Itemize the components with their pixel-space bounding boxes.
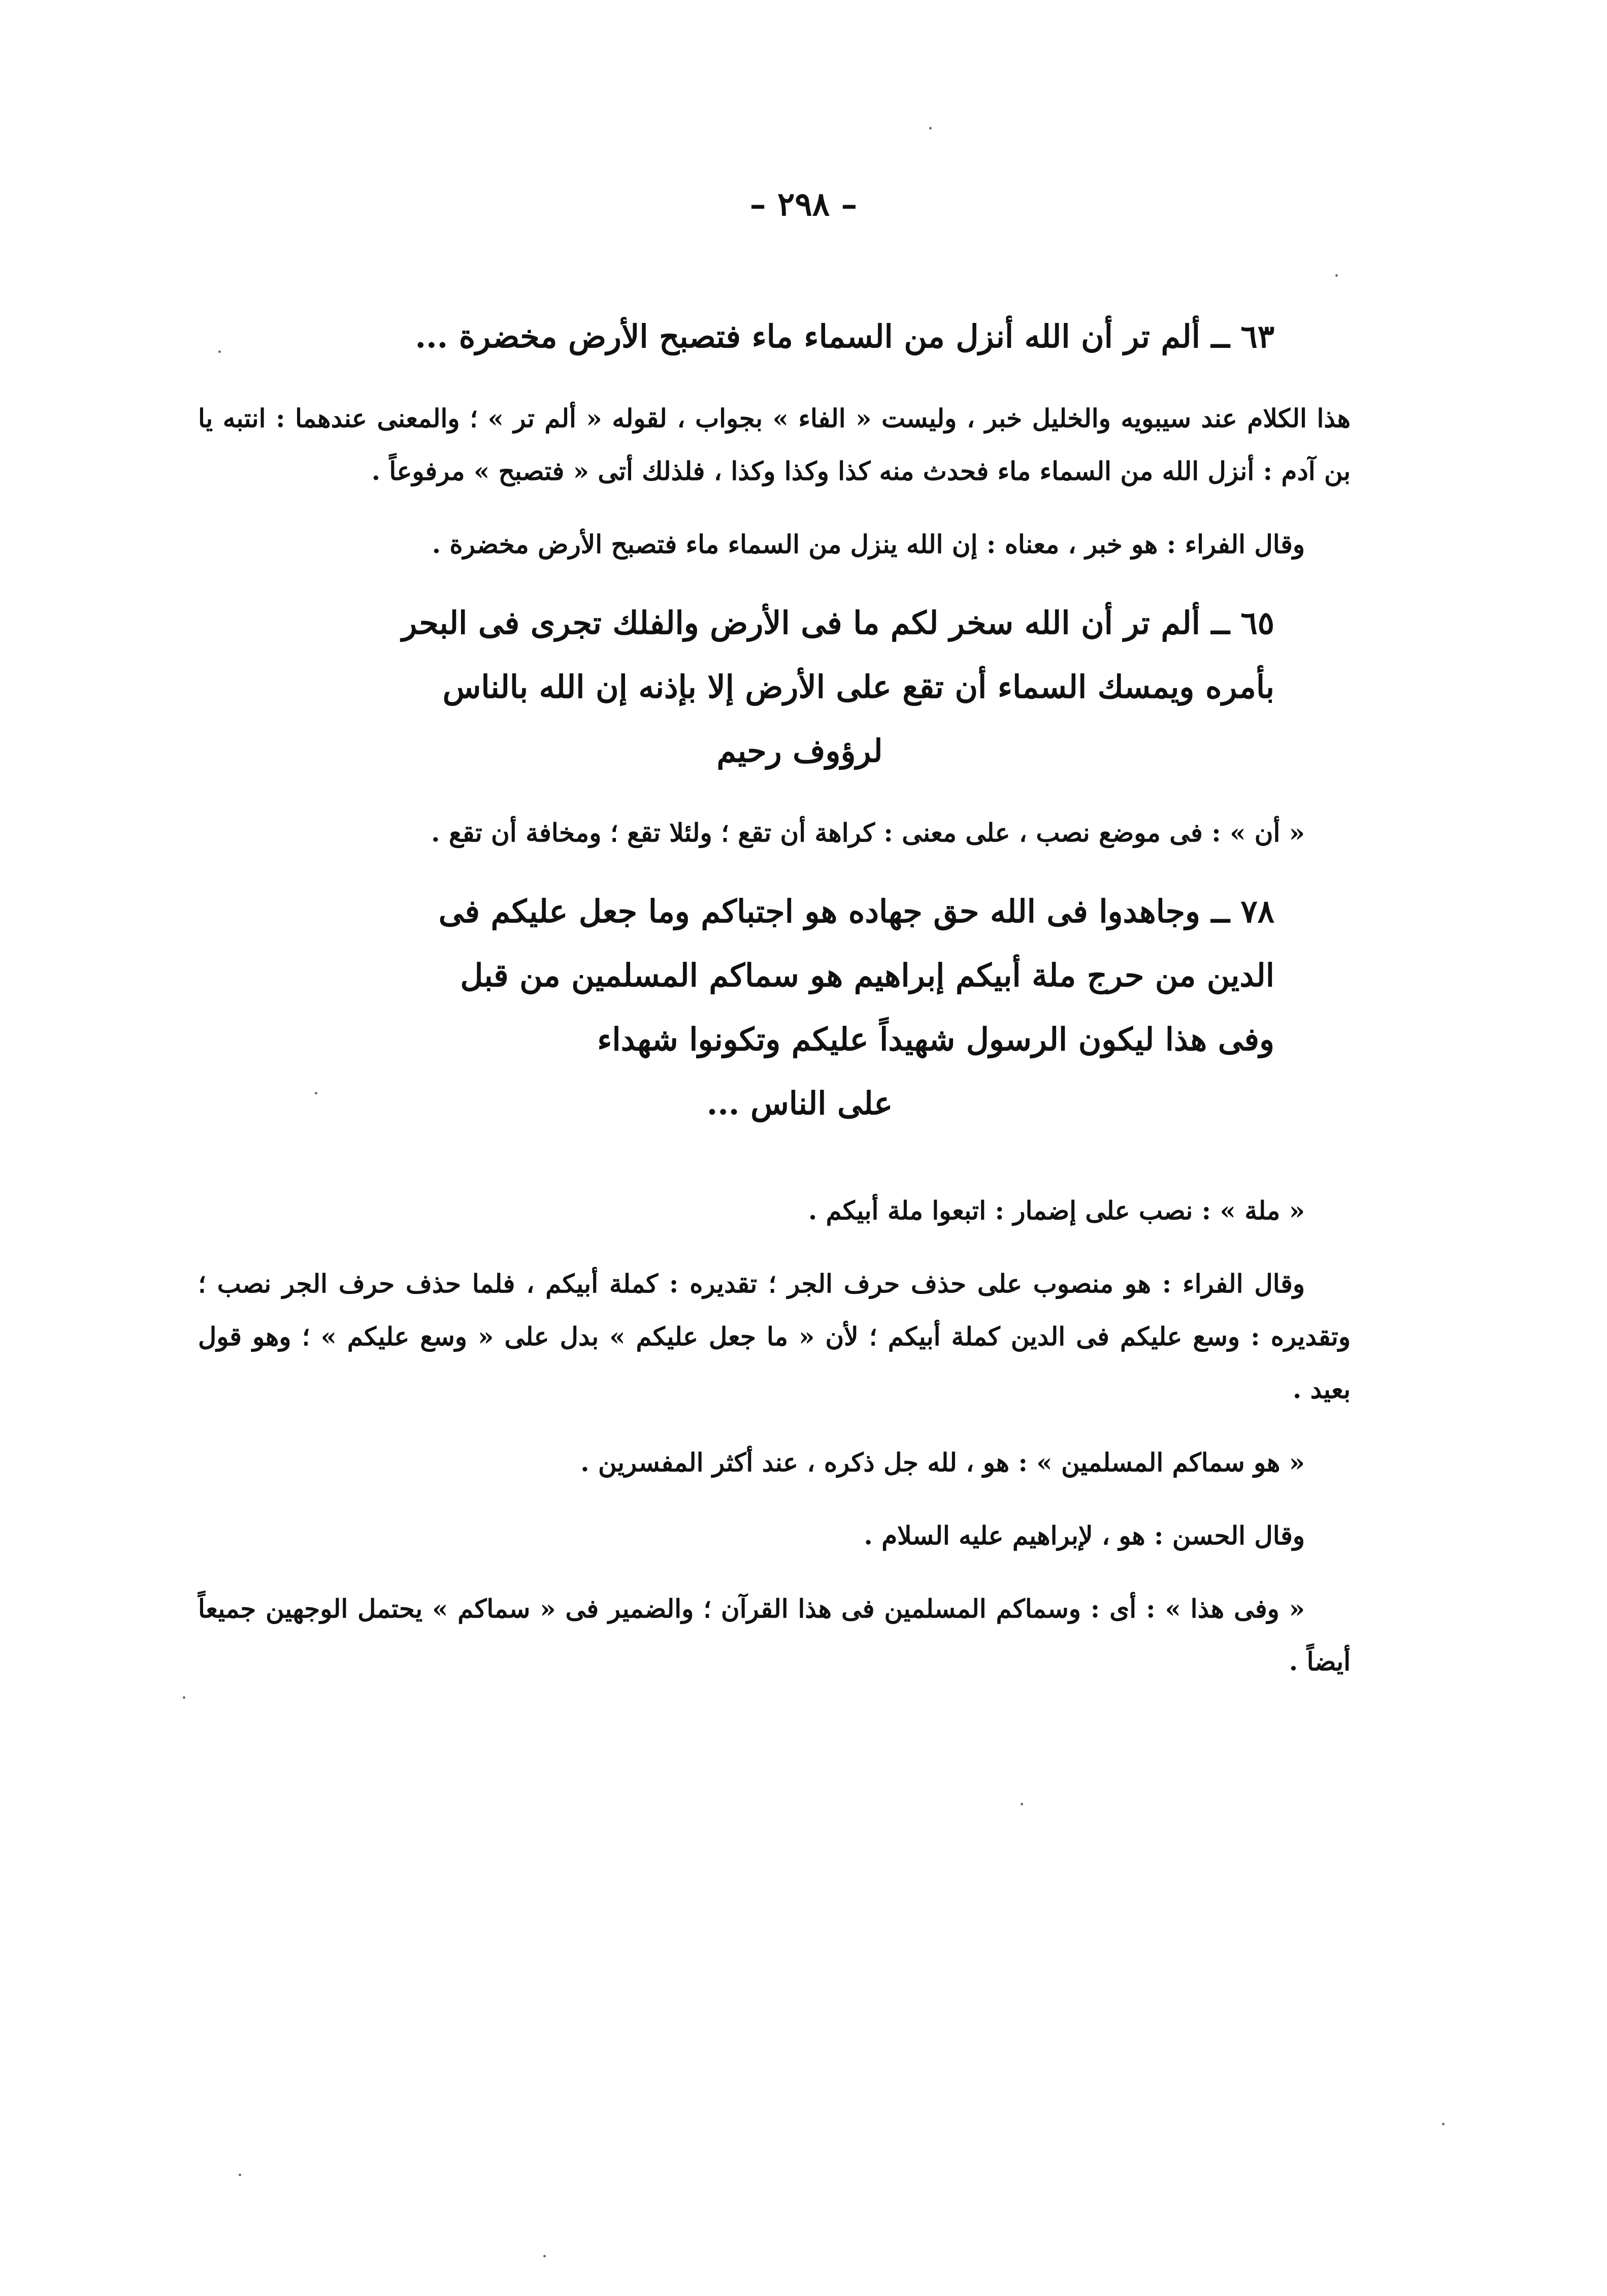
commentary-farra-63: وقال الفراء : هو خبر ، معناه : إن الله ينزل من السماء ماء فتصبح الأرض مخضرة . (432, 529, 1305, 559)
page-number: – ٢٩٨ – (749, 185, 858, 223)
verse-63-line: ٦٣ ــ ألم تر أن الله أنزل من السماء ماء فتصبح الأرض مخضرة ... (415, 318, 1274, 355)
commentary-hasan: وقال الحسن : هو ، لإبراهيم عليه السلام . (864, 1521, 1305, 1550)
scan-speck (929, 127, 932, 130)
verse-78-line-2: الدين من حرج ملة أبيكم إبراهيم هو سماكم المسلمين من قبل (460, 957, 1274, 994)
verse-65-line-1: ٦٥ ــ ألم تر أن الله سخر لكم ما فى الأرض والفلك تجرى فى البحر (402, 604, 1274, 641)
scan-speck (543, 2255, 546, 2257)
commentary-millah: « ملة » : نصب على إضمار : اتبعوا ملة أبيكم . (808, 1195, 1305, 1225)
verse-78-line-4: على الناس ... (706, 1085, 893, 1122)
quran-verse-63 (198, 305, 1351, 369)
verse-78-line-1: ٧٨ ــ وجاهدوا فى الله حق جهاده هو اجتباكم وما جعل عليكم فى (438, 893, 1274, 930)
scan-speck (1335, 274, 1338, 277)
verse-78-line-3: وفى هذا ليكون الرسول شهيداً عليكم وتكونوا شهداء (597, 1021, 1274, 1058)
scan-speck (1021, 1803, 1023, 1805)
spacer (198, 1159, 1351, 1184)
commentary-huwa-sammakum: « هو سماكم المسلمين » : هو ، لله جل ذكره ، عند أكثر المفسرين . (580, 1447, 1305, 1477)
verse-65-line-3: لرؤوف رحيم (716, 732, 883, 769)
page-body (198, 305, 1351, 1708)
commentary-an: « أن » : فى موضع نصب ، على معنى : كراهة أن تقع ؛ ولئلا تقع ؛ ومخافة أن تقع . (431, 818, 1305, 848)
scan-speck (315, 1092, 317, 1094)
verse-65-line-2: بأمره ويمسك السماء أن تقع على الأرض إلا بإذنه إن الله بالناس (442, 668, 1274, 705)
commentary-wa-fi-hadha: « وفى هذا » : أى : وسماكم المسلمين فى هذا القرآن ؛ والضمير فى « سماكم » يحتمل الوجهين جميعاً أيضاً . (198, 1594, 1351, 1676)
scan-speck (239, 2174, 241, 2176)
scan-speck (1442, 2123, 1445, 2125)
scan-speck (183, 1696, 185, 1699)
quran-verse-78 (198, 880, 1351, 1136)
commentary-sibawayh: هذا الكلام عند سيبويه والخليل خبر ، وليست « الفاء » بجواب ، لقوله « ألم تر » ؛ والمعنى عندهما : انتبه يا بن آدم : أنزل الله من السماء ماء فحدث منه كذا وكذا وكذا ، فلذلك أتى « فتصبح » مرفوعاً . (198, 403, 1351, 486)
commentary-farra-78: وقال الفراء : هو منصوب على حذف حرف الجر ؛ تقديره : كملة أبيكم ، فلما حذف حرف الجر نصب ؛ وتقديره : وسع عليكم فى الدين كملة أبيكم ؛ لأن « ما جعل عليكم » بدل على « وسع عليكم » ؛ وهو قول بعيد . (198, 1269, 1351, 1404)
quran-verse-65 (198, 591, 1351, 783)
scan-speck (218, 350, 221, 353)
